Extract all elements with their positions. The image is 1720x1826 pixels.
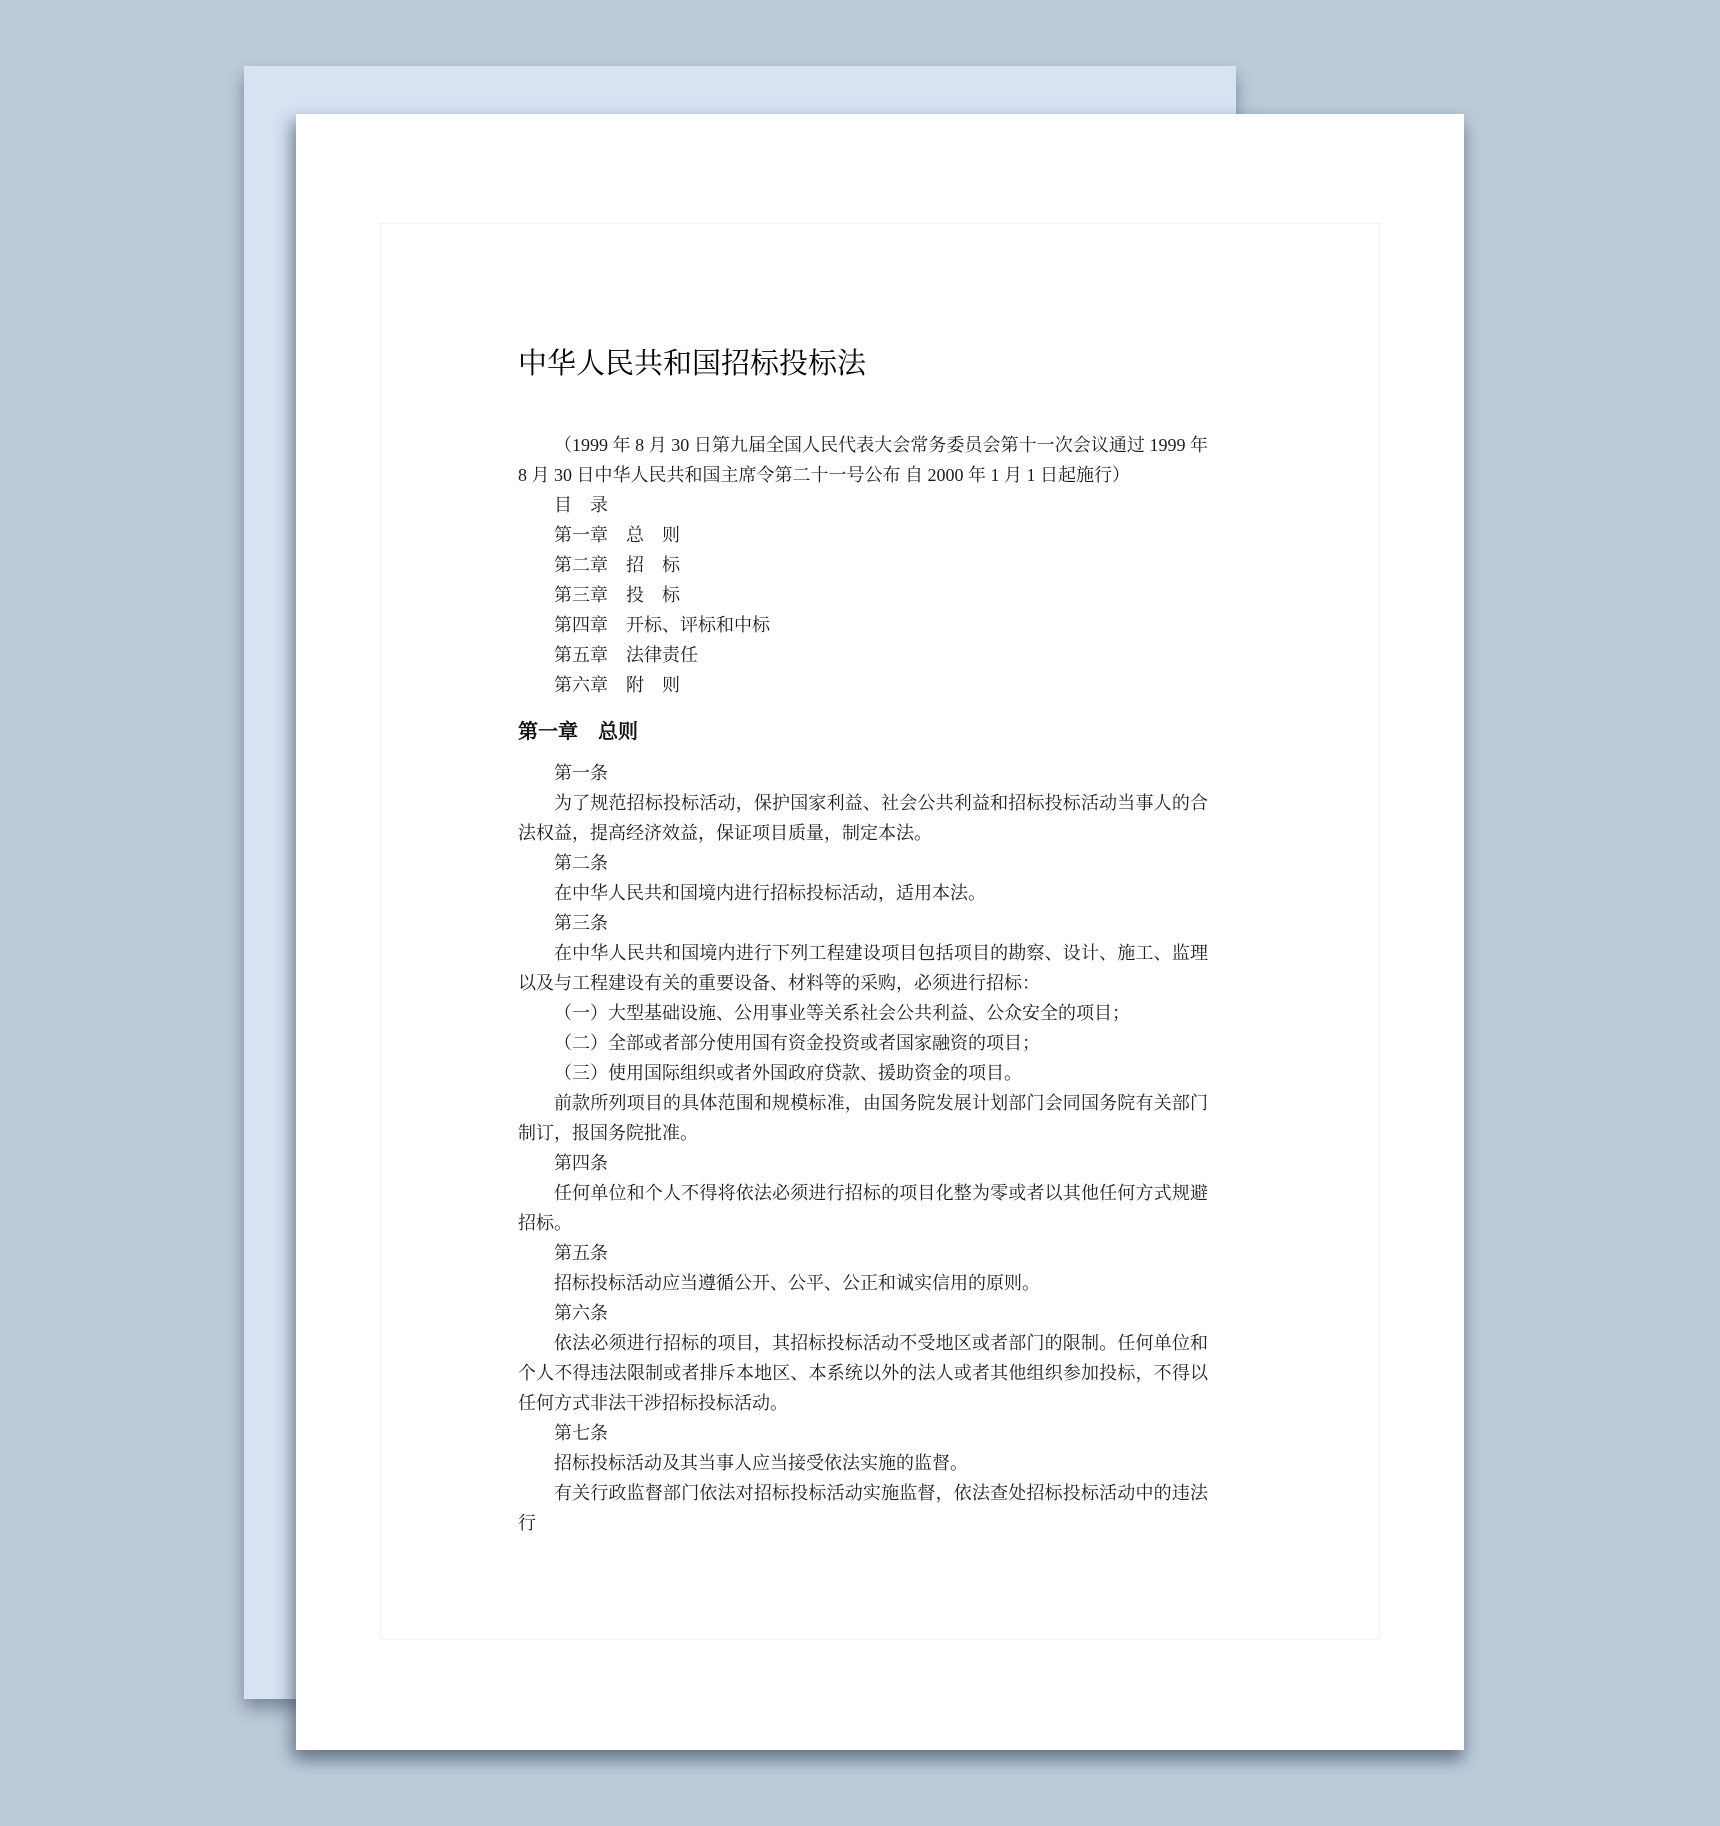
toc-item-chapter5: 第五章 法律责任 (554, 645, 698, 665)
toc-item-chapter6: 第六章 附 则 (554, 675, 680, 695)
article-label: 第二条 (554, 853, 608, 873)
article-label: 第六条 (554, 1303, 608, 1323)
preamble-paragraph: （1999 年 8 月 30 日第九届全国人民代表大会常务委员会第十一次会议通过 1999 年 8 月 30 日中华人民共和国主席令第二十一号公布 自 2000 年 1 月 1 日起施行） (518, 435, 1208, 485)
article-list-item: （一）大型基础设施、公用事业等关系社会公共利益、公众安全的项目； (554, 1003, 1130, 1023)
article-text: 在中华人民共和国境内进行下列工程建设项目包括项目的勘察、设计、施工、监理以及与工程建设有关的重要设备、材料等的采购，必须进行招标： (518, 943, 1208, 993)
article-text-truncated: 有关行政监督部门依法对招标投标活动实施监督，依法查处招标投标活动中的违法行 (518, 1483, 1208, 1533)
toc-item-chapter2: 第二章 招 标 (554, 555, 680, 575)
text-column (518, 344, 1208, 1538)
article-label: 第三条 (554, 913, 608, 933)
toc-item-chapter4: 第四章 开标、评标和中标 (554, 615, 770, 635)
article-text: 在中华人民共和国境内进行招标投标活动，适用本法。 (554, 883, 986, 903)
article-label: 第七条 (554, 1423, 608, 1443)
article-label: 第五条 (554, 1243, 608, 1263)
chapter1-heading: 第一章 总则 (518, 721, 638, 743)
article-label: 第一条 (554, 763, 608, 783)
article-list-item: （二）全部或者部分使用国有资金投资或者国家融资的项目； (554, 1033, 1040, 1053)
article-text: 招标投标活动应当遵循公开、公平、公正和诚实信用的原则。 (554, 1273, 1040, 1293)
article-text: 任何单位和个人不得将依法必须进行招标的项目化整为零或者以其他任何方式规避招标。 (518, 1183, 1208, 1233)
article-text: 依法必须进行招标的项目，其招标投标活动不受地区或者部门的限制。任何单位和个人不得违法限制或者排斥本地区、本系统以外的法人或者其他组织参加投标，不得以任何方式非法干涉招标投标活动。 (518, 1333, 1208, 1413)
toc-heading: 目 录 (554, 495, 608, 515)
article-list-item: （三）使用国际组织或者外国政府贷款、援助资金的项目。 (554, 1063, 1022, 1083)
toc-item-chapter1: 第一章 总 则 (554, 525, 680, 545)
article-text: 为了规范招标投标活动，保护国家利益、社会公共利益和招标投标活动当事人的合法权益，提高经济效益，保证项目质量，制定本法。 (518, 793, 1208, 843)
article-label: 第四条 (554, 1153, 608, 1173)
toc-item-chapter3: 第三章 投 标 (554, 585, 680, 605)
article-text: 前款所列项目的具体范围和规模标准，由国务院发展计划部门会同国务院有关部门制订，报国务院批准。 (518, 1093, 1208, 1143)
article-text: 招标投标活动及其当事人应当接受依法实施的监督。 (554, 1453, 968, 1473)
content-frame (380, 223, 1380, 1640)
document-page (296, 114, 1464, 1750)
document-title: 中华人民共和国招标投标法 (518, 348, 867, 380)
